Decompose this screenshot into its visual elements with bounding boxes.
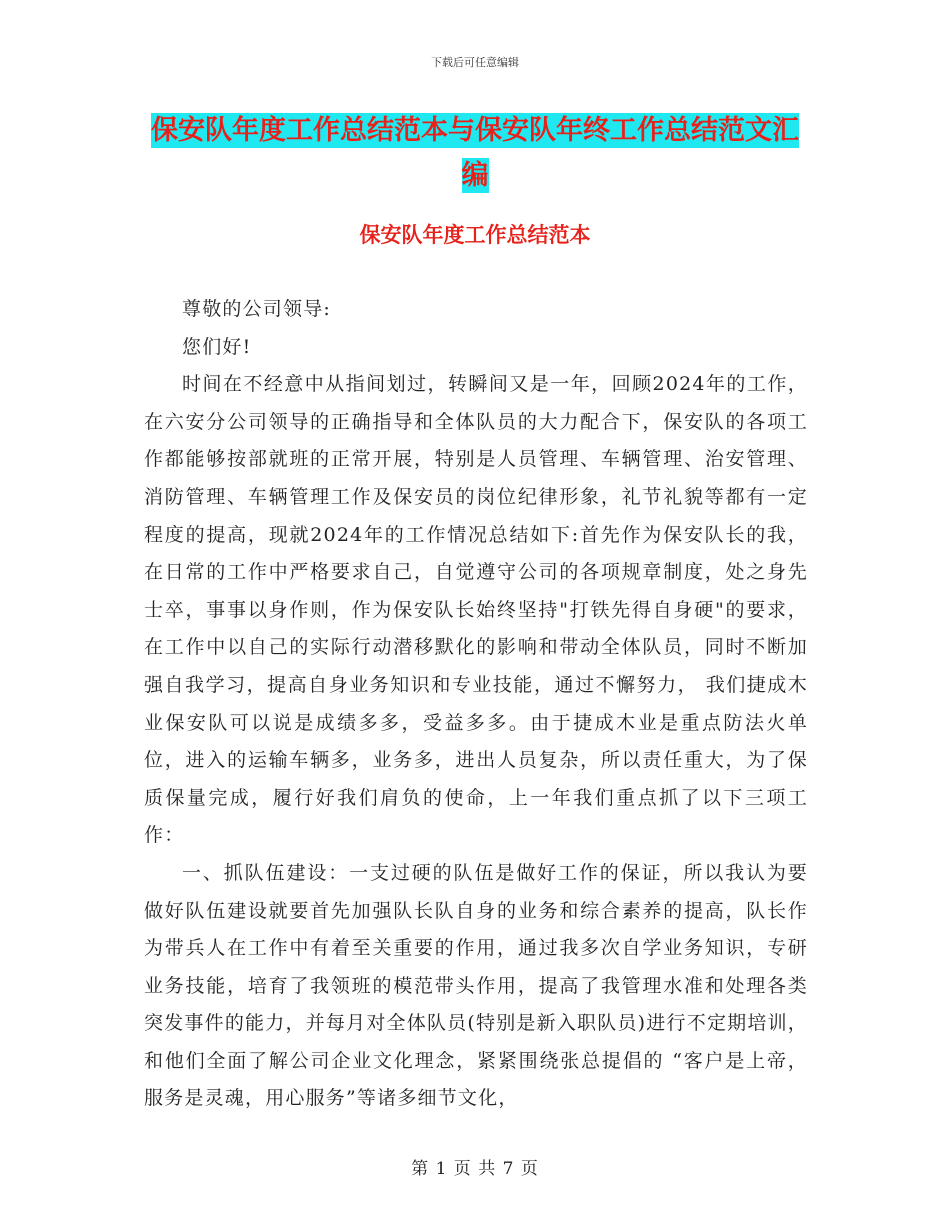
document-body — [144, 291, 808, 1118]
page-footer: 第 1 页 共 7 页 — [411, 1159, 539, 1179]
salutation: 尊敬的公司领导: — [182, 298, 332, 320]
section-heading: 保安队年度工作总结范本 — [359, 222, 591, 247]
document-title — [140, 108, 810, 198]
body-paragraph-intro: 时间在不经意中从指间划过，转瞬间又是一年，回顾2024年的工作，在六安分公司领导的正确指导和全体队员的大力配合下，保安队的各项工作都能够按部就班的正常开展，特别是人员管理、车辆管理、治安管理、消防管理、车辆管理工作及保安员的岗位纪律形象，礼节礼貌等都有一定程度的提高，现就2024年的工作情况总结如下:首先作为保安队长的我，在日常的工作中严格要求自己，自觉遵守公司的各项规章制度，处之身先士卒，事事以身作则，作为保安队长始终坚持"打铁先得自身硬"的要求，在工作中以自己的实际行动潜移默化的影响和带动全体队员，同时不断加强自我学习，提高自身业务知识和专业技能，通过不懈努力， 我们捷成木业保安队可以说是成绩多多，受益多多。由于捷成木业是重点防法火单位，进入的运输车辆多，业务多，进出人员复杂，所以责任重大，为了保质保量完成，履行好我们肩负的使命，上一年我们重点抓了以下三项工作： — [144, 373, 808, 847]
body-paragraph-team-building: 一、抓队伍建设：一支过硬的队伍是做好工作的保证，所以我认为要做好队伍建设就要首先加强队长队自身的业务和综合素养的提高，队长作为带兵人在工作中有着至关重要的作用，通过我多次自学业务知识，专研业务技能，培育了我领班的模范带头作用，提高了我管理水准和处理各类突发事件的能力，并每月对全体队员(特别是新入职队员)进行不定期培训，和他们全面了解公司企业文化理念，紧紧围绕张总提倡的 “客户是上帝，服务是灵魂，用心服务”等诸多细节文化， — [144, 861, 808, 1110]
header-note: 下载后可任意编辑 — [431, 56, 519, 69]
greeting: 您们好! — [182, 335, 252, 358]
document-title-text: 保安队年度工作总结范本与保安队年终工作总结范文汇编 — [151, 115, 799, 191]
